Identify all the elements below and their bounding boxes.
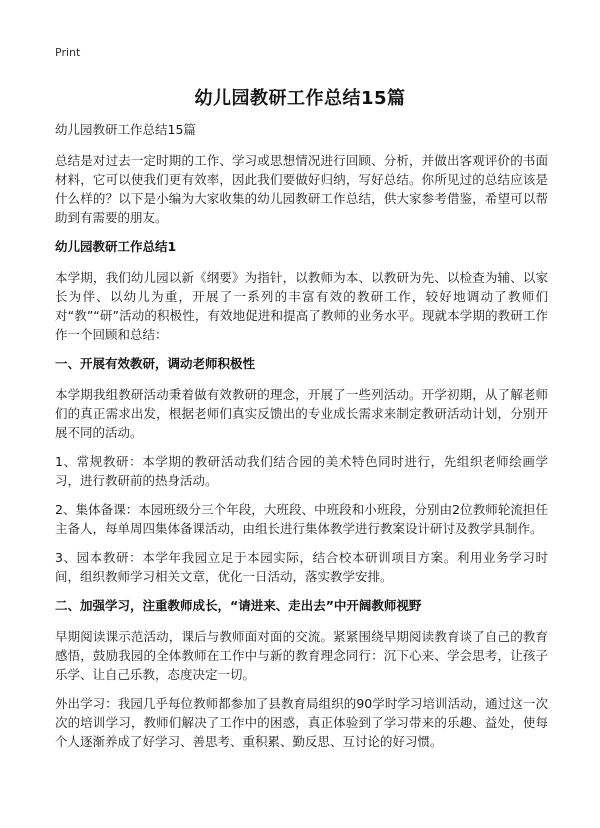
part1-item-1: 1、常规教研：本学期的教研活动我们结合园的美术特色同时进行，先组织老师绘画学习，进行教研前的热身活动。 — [55, 454, 548, 488]
document-content — [55, 120, 548, 761]
section1-heading: 幼儿园教研工作总结1 — [55, 239, 177, 254]
part1-item-2: 2、集体备课：本园班级分三个年段，大班段、中班段和小班段，分别由2位教师轮流担任主备人，每单周四集体备课活动，由组长进行集体教学进行教案设计研讨及教学具制作。 — [55, 502, 548, 536]
part1-paragraph: 本学期我组教研活动秉着做有效教研的理念，开展了一些列活动。开学初期，从了解老师们的真正需求出发，根据老师们真实反馈出的专业成长需求来制定教研活动计划，分别开展不同的活动。 — [55, 387, 548, 440]
part1-heading: 一、开展有效教研，调动老师积极性 — [55, 356, 256, 371]
part1-item-3: 3、园本教研：本学年我园立足于本园实际，结合校本研训项目方案。利用业务学习时间，组织教师学习相关文章，优化一日活动，落实教学安排。 — [55, 550, 548, 584]
part2-paragraph-1: 早期阅读课示范活动，课后与教师面对面的交流。紧紧围绕早期阅读教育谈了自己的教育感悟，鼓励我园的全体教师在工作中与新的教育理念同行：沉下心来、学会思考，让孩子乐学、让自己乐教，态度决定一切。 — [55, 629, 548, 682]
document-title: 幼儿园教研工作总结15篇 — [194, 88, 406, 109]
print-label[interactable]: Print — [55, 46, 81, 59]
document-subtitle: 幼儿园教研工作总结15篇 — [55, 122, 196, 137]
section1-paragraph: 本学期，我们幼儿园以新《纲要》为指针，以教师为本、以教研为先、以检查为辅、以家长为伴、以幼儿为重，开展了一系列的丰富有效的教研工作，较好地调动了教师们对“教”“研”活动的积极性，有效地促进和提高了教师的业务水平。现就本学期的教研工作作一个回顾和总结： — [55, 270, 548, 342]
part2-heading: 二、加强学习，注重教师成长，“请进来、走出去”中开阔教师视野 — [55, 598, 422, 613]
intro-paragraph: 总结是对过去一定时期的工作、学习或思想情况进行回顾、分析，并做出客观评价的书面材料，它可以使我们更有效率，因此我们要做好归纳，写好总结。你所见过的总结应该是什么样的？以下是小编为大家收集的幼儿园教研工作总结，供大家参考借鉴，希望可以帮助到有需要的朋友。 — [55, 153, 548, 225]
part2-paragraph-2: 外出学习：我园几乎每位教师都参加了县教育局组织的90学时学习培训活动，通过这一次次的培训学习，教师们解决了工作中的困惑，真正体验到了学习带来的乐趣、益处，使每个人逐渐养成了好学习、善思考、重积累、勤反思、互讨论的好习惯。 — [55, 696, 548, 749]
